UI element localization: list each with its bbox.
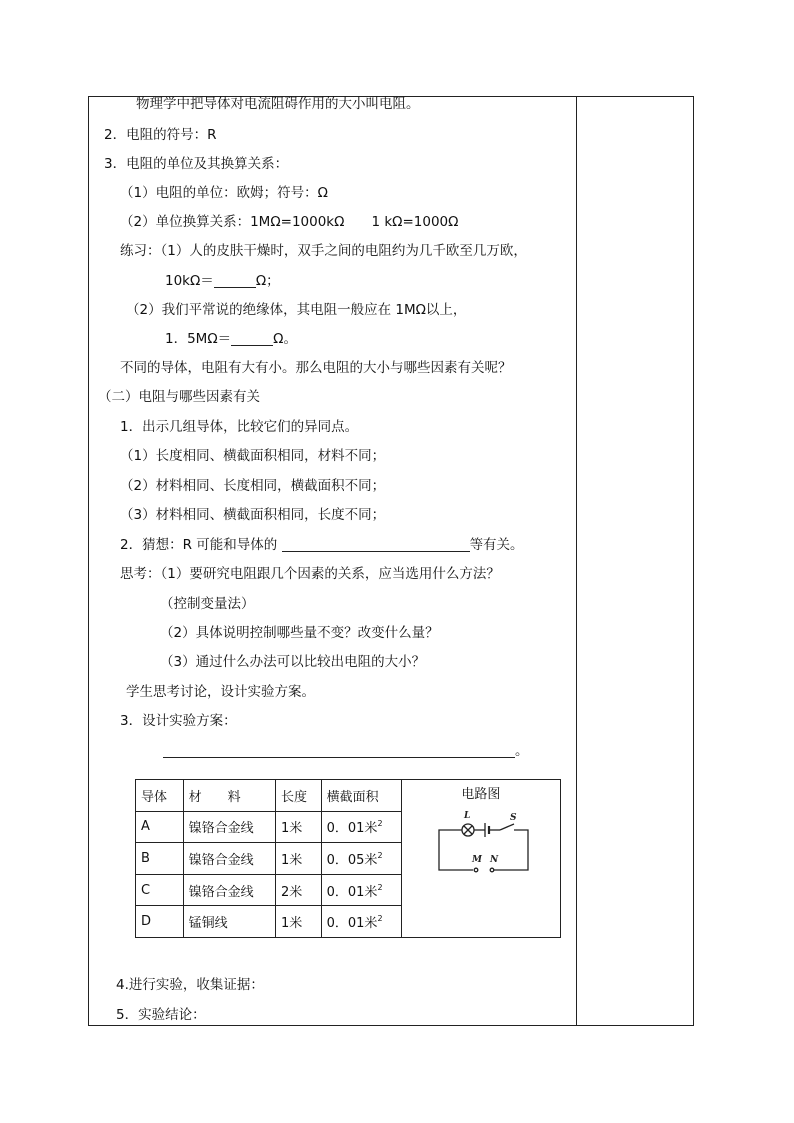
step-2-guess: 2．猜想：R 可能和导体的 等有关。 [120, 537, 524, 553]
lamp-label: L [463, 811, 471, 821]
unit-conversion: （2）单位换算关系：1MΩ=1000kΩ 1 kΩ=1000Ω [120, 214, 459, 230]
table-row: D 锰铜线 1米 0．01米$^2$ [136, 906, 561, 938]
header-area: 横截面积 [321, 780, 401, 812]
definition-text: 物理学中把导体对电流阻碍作用的大小叫电阻。 [136, 96, 420, 112]
step-5-conclusion: 5．实验结论： [116, 1007, 206, 1023]
design-answer: 。 [163, 742, 529, 760]
step-3-design: 3．设计实验方案： [120, 713, 237, 729]
table-row: A 镍铬合金线 1米 0．01米$^2$ [136, 811, 561, 843]
compare-3: （3）材料相同、横截面积相同，长度不同； [120, 507, 386, 523]
compare-1: （1）长度相同、横截面积相同，材料不同； [120, 448, 386, 464]
think-1-answer: （控制变量法） [160, 596, 255, 612]
student-discussion: 学生思考讨论，设计实验方案。 [126, 684, 315, 700]
terminal-m-label: M [471, 855, 482, 865]
compare-2: （2）材料相同、长度相同，横截面积不同； [120, 478, 386, 494]
switch-label: S [509, 813, 517, 823]
table-row: B 镍铬合金线 1米 0．05米$^2$ [136, 843, 561, 875]
switch-icon [500, 824, 514, 830]
table-header-row [136, 780, 561, 812]
exercise-2-answer: 1．5MΩ＝ Ω。 [165, 331, 297, 347]
exercise-1: 练习：（1）人的皮肤干燥时，双手之间的电阻约为几千欧至几万欧， [120, 243, 527, 259]
item-3-units: 3．电阻的单位及其换算关系： [104, 156, 289, 172]
exercise-1-answer: 10kΩ＝ Ω； [165, 273, 280, 289]
design-blank[interactable] [163, 743, 515, 758]
terminal-n-icon [490, 868, 494, 872]
unit-name: （1）电阻的单位：欧姆；符号：Ω [120, 185, 328, 201]
think-1: 思考：（1）要研究电阻跟几个因素的关系，应当选用什么方法？ [120, 566, 500, 582]
terminal-n-label: N [489, 855, 499, 865]
circuit-cell [401, 780, 560, 938]
section-heading: （二）电阻与哪些因素有关 [98, 389, 260, 405]
answer-blank[interactable] [231, 331, 273, 346]
guess-blank[interactable] [282, 537, 470, 552]
table-row: C 镍铬合金线 2米 0．01米$^2$ [136, 874, 561, 906]
item-2-symbol: 2．电阻的符号：R [104, 127, 217, 143]
experiment-table [135, 779, 561, 938]
column-divider [576, 96, 577, 1026]
think-2: （2）具体说明控制哪些量不变？改变什么量？ [160, 625, 439, 641]
exercise-2: （2）我们平常说的绝缘体，其电阻一般应在 1MΩ以上， [126, 302, 467, 318]
transition-question: 不同的导体，电阻有大有小。那么电阻的大小与哪些因素有关呢？ [120, 360, 512, 376]
answer-blank[interactable] [214, 273, 256, 288]
header-conductor: 导体 [136, 780, 184, 812]
wire-right [494, 830, 528, 870]
think-3: （3）通过什么办法可以比较出电阻的大小？ [160, 654, 426, 670]
step-1: 1．出示几组导体，比较它们的异同点。 [120, 419, 359, 435]
header-circuit: 电路图 [461, 787, 501, 802]
header-length: 长度 [275, 780, 321, 812]
header-material: 材 料 [183, 780, 275, 812]
terminal-m-icon [474, 868, 478, 872]
circuit-diagram [406, 802, 556, 882]
step-4-experiment: 4.进行实验，收集证据： [116, 977, 264, 993]
